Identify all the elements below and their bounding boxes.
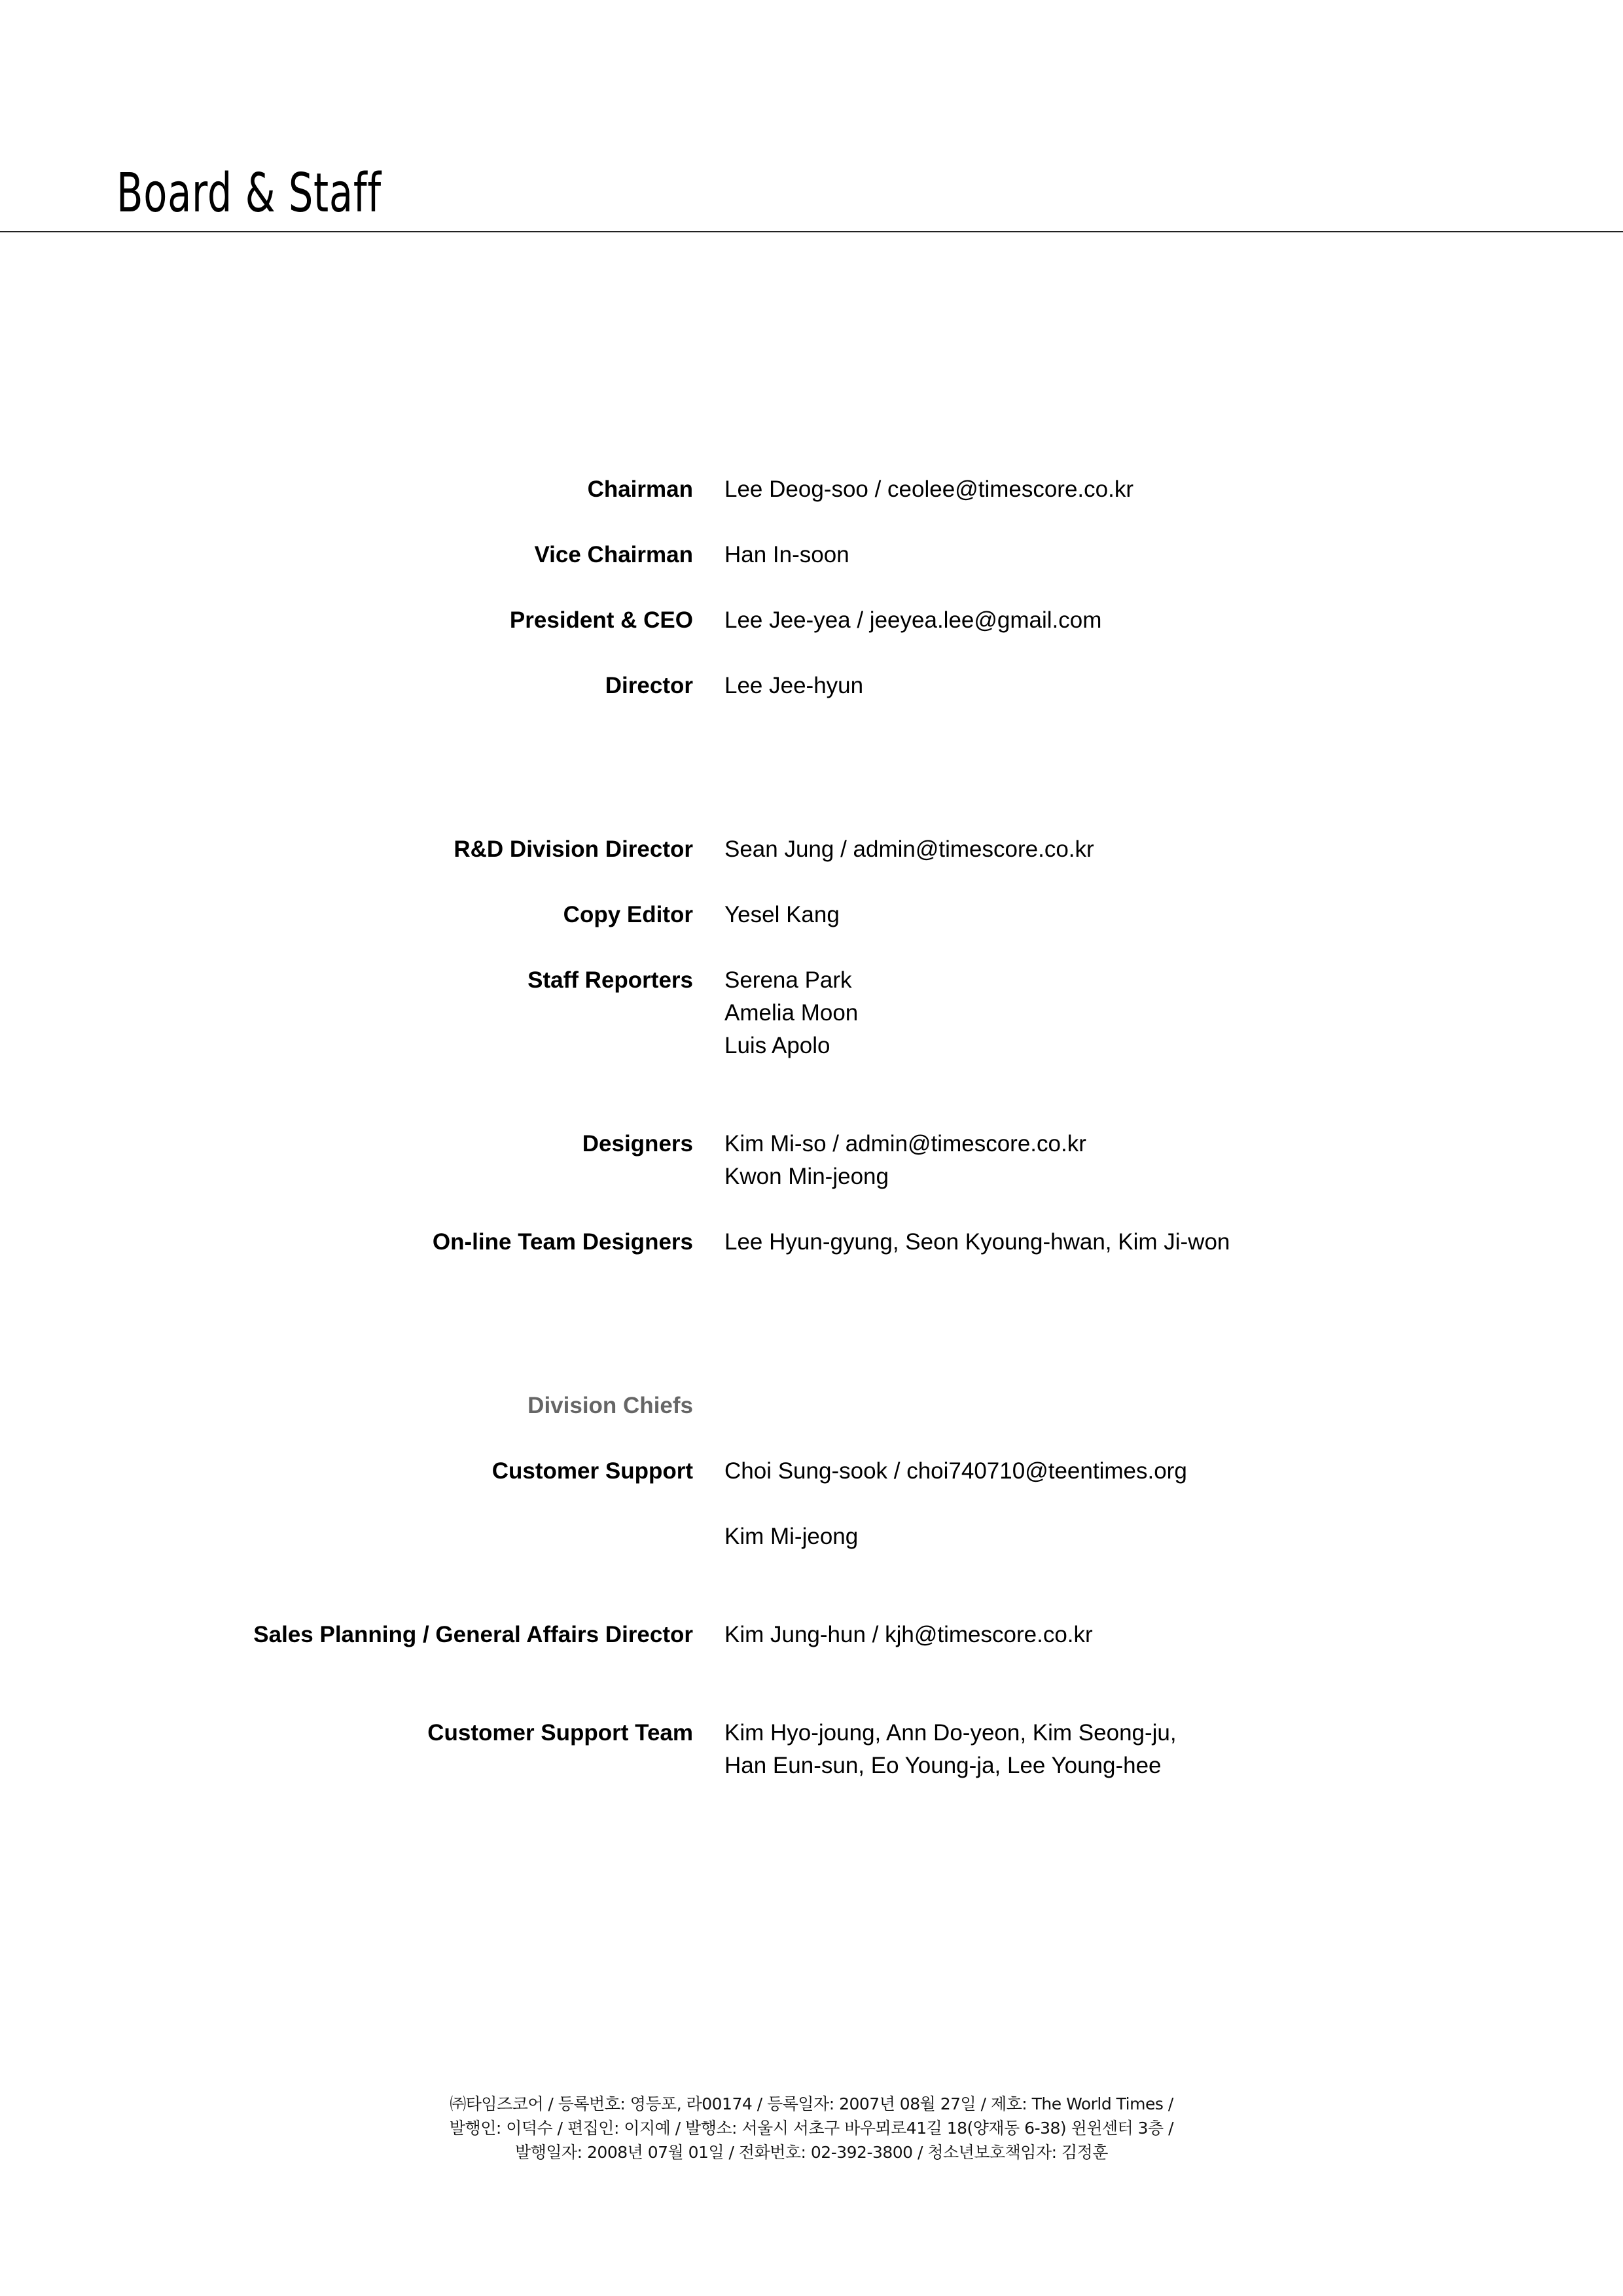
name-list <box>724 1128 1086 1193</box>
name-list <box>724 670 863 702</box>
name-line: Serena Park <box>724 967 852 993</box>
role-label: R&D Division Director <box>454 836 693 862</box>
role-label: Chairman <box>587 476 693 502</box>
name-line: Lee Hyun-gyung, Seon Kyoung-hwan, Kim Ji-won <box>724 1229 1230 1255</box>
name-list <box>724 1717 1177 1782</box>
name-line: Lee Deog-soo / ceolee@timescore.co.kr <box>724 476 1133 502</box>
role-label: Vice Chairman <box>534 542 693 567</box>
name-line: Choi Sung-sook / choi740710@teentimes.org <box>724 1458 1187 1484</box>
name-list <box>724 473 1133 506</box>
name-line: Kim Jung-hun / kjh@timescore.co.kr <box>724 1622 1093 1647</box>
page-title: Board & Staff <box>116 162 382 224</box>
name-list <box>724 604 1101 637</box>
role-label: Designers <box>582 1131 693 1157</box>
name-line: Kim Mi-so / admin@timescore.co.kr <box>724 1131 1086 1157</box>
name-line: Sean Jung / admin@timescore.co.kr <box>724 836 1094 862</box>
role-label: Copy Editor <box>563 902 693 927</box>
footer-line: ㈜타임즈코어 / 등록번호: 영등포, 라00174 / 등록일자: 2007년 08월 27일 / 제호: The World Times / <box>450 2094 1173 2113</box>
name-line: Lee Jee-hyun <box>724 673 864 698</box>
name-list <box>724 964 858 1062</box>
name-line: Kim Mi-jeong <box>724 1524 859 1549</box>
name-line: Yesel Kang <box>724 902 840 927</box>
section-heading: Division Chiefs <box>527 1393 693 1418</box>
name-line: Han In-soon <box>724 542 849 567</box>
role-label: Staff Reporters <box>527 967 693 993</box>
name-list <box>724 899 840 931</box>
role-label: Sales Planning / General Affairs Director <box>253 1622 693 1647</box>
name-line: Kim Hyo-joung, Ann Do-yeon, Kim Seong-ju, <box>724 1720 1177 1746</box>
name-line: Han Eun-sun, Eo Young-ja, Lee Young-hee <box>724 1753 1162 1778</box>
role-label: On-line Team Designers <box>432 1229 693 1255</box>
role-label: Customer Support Team <box>427 1720 693 1746</box>
footer-line: 발행인: 이덕수 / 편집인: 이지예 / 발행소: 서울시 서초구 바우뫼로41길 18(양재동 6-38) 윈윈센터 3층 / <box>449 2119 1174 2138</box>
title-divider <box>0 231 1623 232</box>
role-label: Director <box>605 673 693 698</box>
role-label: Customer Support <box>491 1458 693 1484</box>
name-line: Kwon Min-jeong <box>724 1164 889 1189</box>
footer-line: 발행일자: 2008년 07월 01일 / 전화번호: 02-392-3800 / 청소년보호책임자: 김정훈 <box>515 2143 1108 2162</box>
name-list <box>724 539 849 571</box>
name-line: Lee Jee-yea / jeeyea.lee@gmail.com <box>724 607 1102 633</box>
role-label: President & CEO <box>509 607 693 633</box>
name-line: Luis Apolo <box>724 1033 830 1058</box>
publication-footer <box>0 2092 1623 2164</box>
name-list <box>724 1520 858 1553</box>
name-list <box>724 1455 1187 1488</box>
name-list <box>724 833 1094 866</box>
name-list <box>724 1619 1093 1651</box>
name-list <box>724 1226 1230 1259</box>
name-line: Amelia Moon <box>724 1000 859 1026</box>
